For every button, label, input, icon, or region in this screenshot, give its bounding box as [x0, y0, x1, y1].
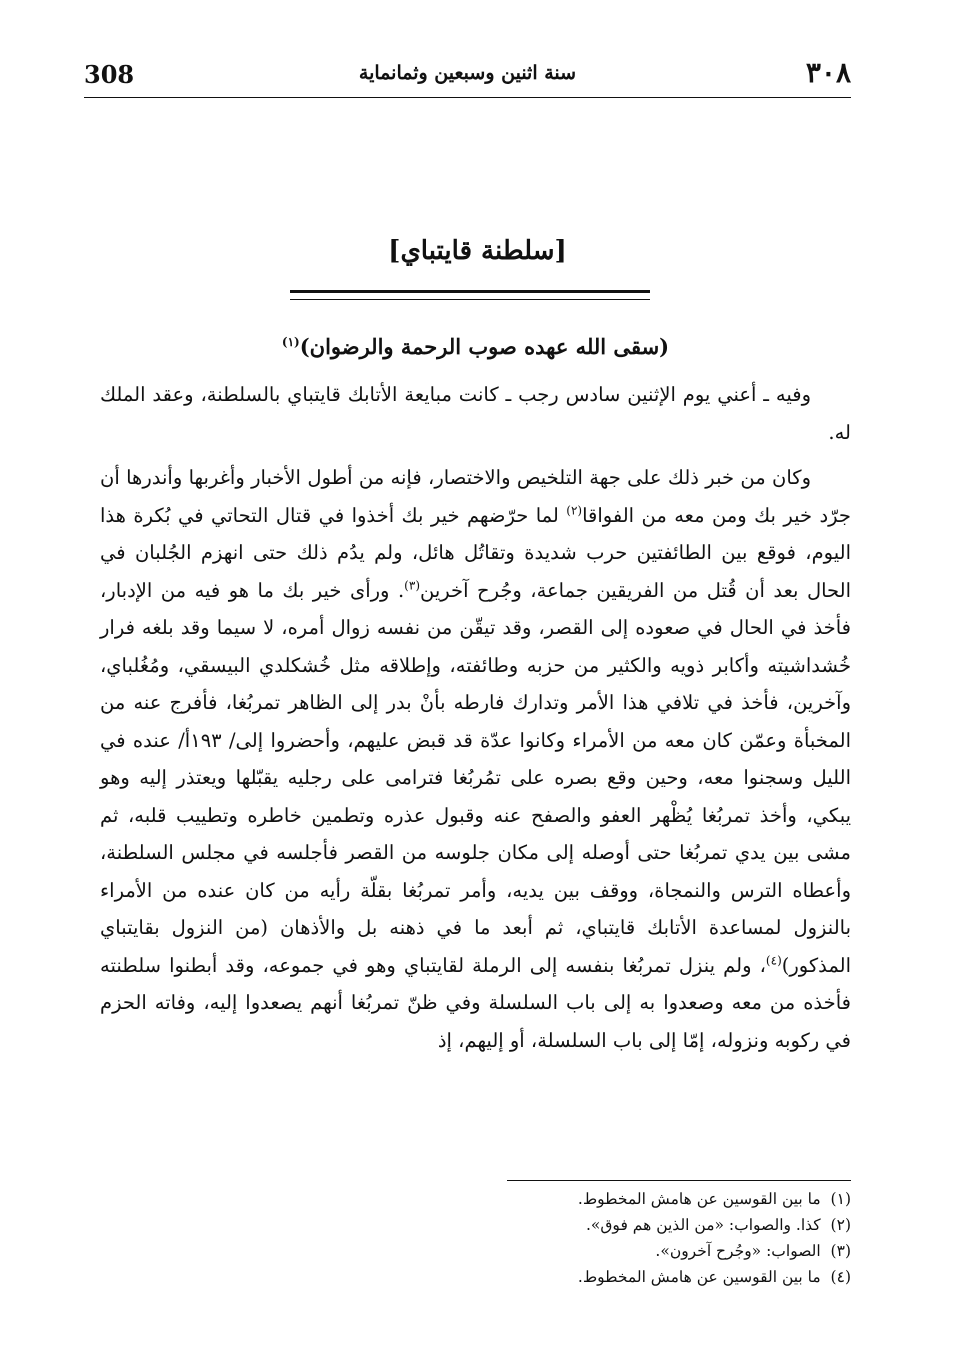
subtitle-text: (سقى الله عهده صوب الرحمة والرضوان): [299, 334, 670, 359]
footnote: [100, 1264, 851, 1290]
footnote-ref-1: (١): [281, 335, 300, 349]
running-title: سنة اثنين وسبعين وثمانماية: [358, 62, 577, 84]
body-text: [100, 376, 851, 1059]
paragraph-2-part-c: . ورأى خير بك ما هو فيه من الإدبار، فأخذ في الحال في صعوده إلى القصر، وقد تيقّن من نفسه زوال أمره، لا سيما وقد بلغه فرار خُشداشيته وأكابر ذويه والكثير من حزبه وطائفته، وإطلاقه مثل خُشكلدي البيسقي، ومُغُلباي، وآخرين، فأخذ في تلافي هذا الأمر وتدارك فارطه بأنْ بدر إلى الظاهر تمربُغا، فأفرج عنه من المخبأة وعمّن كان معه من الأمراء وكانوا عدّة قد قبض عليهم، وأحضروا إلى/ ١٩٣أ/ عنده في الليل وسجنوا معه، وحين وقع بصره على تمُربُغا فترامى على رجليه يقبّلها ويعتذر إليه وهو يبكي، وأخذ تمربُغا يُظْهر العفو والصفح عنه وقبول عذره وتطمين خاطره وتطييب قلبه، ثم مشى بين يدي تمربُغا حتى أوصله إلى مكان جلوسه من القصر فأجلسه في مجلس السلطنة، وأعطاه الترس والنمجاة، ووقف بين يديه، وأمر تمربُغا بقلّة رأيه من كان عنده من الأمراء بالنزول لمساعدة الأتابك قايتباي، ثم أبعد ما في ذهنه بل والأذهان (من النزول بقايتباي المذكور): [100, 578, 852, 977]
header-rule: [84, 97, 851, 98]
footnote-ref-2: (٢): [566, 503, 583, 517]
footnote-text: ما بين القوسين عن هامش المخطوط.: [577, 1268, 821, 1286]
subtitle: [100, 334, 851, 359]
paragraph-2-part-b: لما حرّضهم خير بك أخذوا في قتال التحاتي في بُكرة هذا اليوم، فوقع بين الطائفتين حرب شديدة وتقاتُل هائل، ولم يدُم ذلك حتى انهزم الجُلبان في الحال بعد أن قُتل من الفريقين جماعة، وجُرح آخرين: [100, 503, 851, 602]
footnote: [100, 1238, 851, 1264]
footnote-number: (٤): [830, 1268, 851, 1286]
footnote-text: كذا. والصواب: «من الذين هم فوق».: [586, 1216, 821, 1234]
footnote-text: ما بين القوسين عن هامش المخطوط.: [577, 1190, 821, 1208]
footnote-number: (٣): [830, 1242, 851, 1260]
footnotes: [100, 1186, 851, 1290]
paragraph-2-part-a: وكان من خبر ذلك على جهة التلخيص والاختصار، فإنه من أطول الأخبار وأغربها وأندرها أن جرّد خير بك ومن معه من الفواقا: [100, 466, 851, 527]
page-number-arabic: ٣٠٨: [805, 56, 851, 89]
footnote: [100, 1212, 851, 1238]
footnote-ref-3: (٣): [404, 578, 420, 592]
page-header: [84, 56, 851, 96]
footnote: [100, 1186, 851, 1212]
footnote-ref-4: (٤): [765, 953, 782, 967]
title-double-rule: [290, 290, 650, 300]
section-title: [سلطنة قايتباي]: [388, 236, 567, 266]
page-number-latin: 308: [84, 60, 135, 89]
paragraph-1: وفيه ـ أعني يوم الإثنين سادس رجب ـ كانت مبايعة الأتابك قايتباي بالسلطنة، وعقد الملك له.: [100, 383, 851, 444]
paragraph-2: [100, 459, 851, 1059]
footnote-rule: [507, 1180, 851, 1181]
paragraph-2-part-d: ، ولم ينزل تمربُغا بنفسه إلى الرملة لقايتباي وهو في جموعه، وقد أبطنوا سلطنته فأخذه من معه وصعدوا به إلى باب السلسلة وفي ظنّ تمربُغا أنهم يصعدوا إليه، وفاته الحزم في ركوبه ونزوله، إمّا إلى باب السلسلة، أو إليهم، إذ: [100, 953, 851, 1052]
footnote-text: الصواب: «وجُرح آخرون».: [655, 1242, 821, 1260]
footnote-number: (٢): [830, 1216, 851, 1234]
footnote-number: (١): [830, 1190, 851, 1208]
